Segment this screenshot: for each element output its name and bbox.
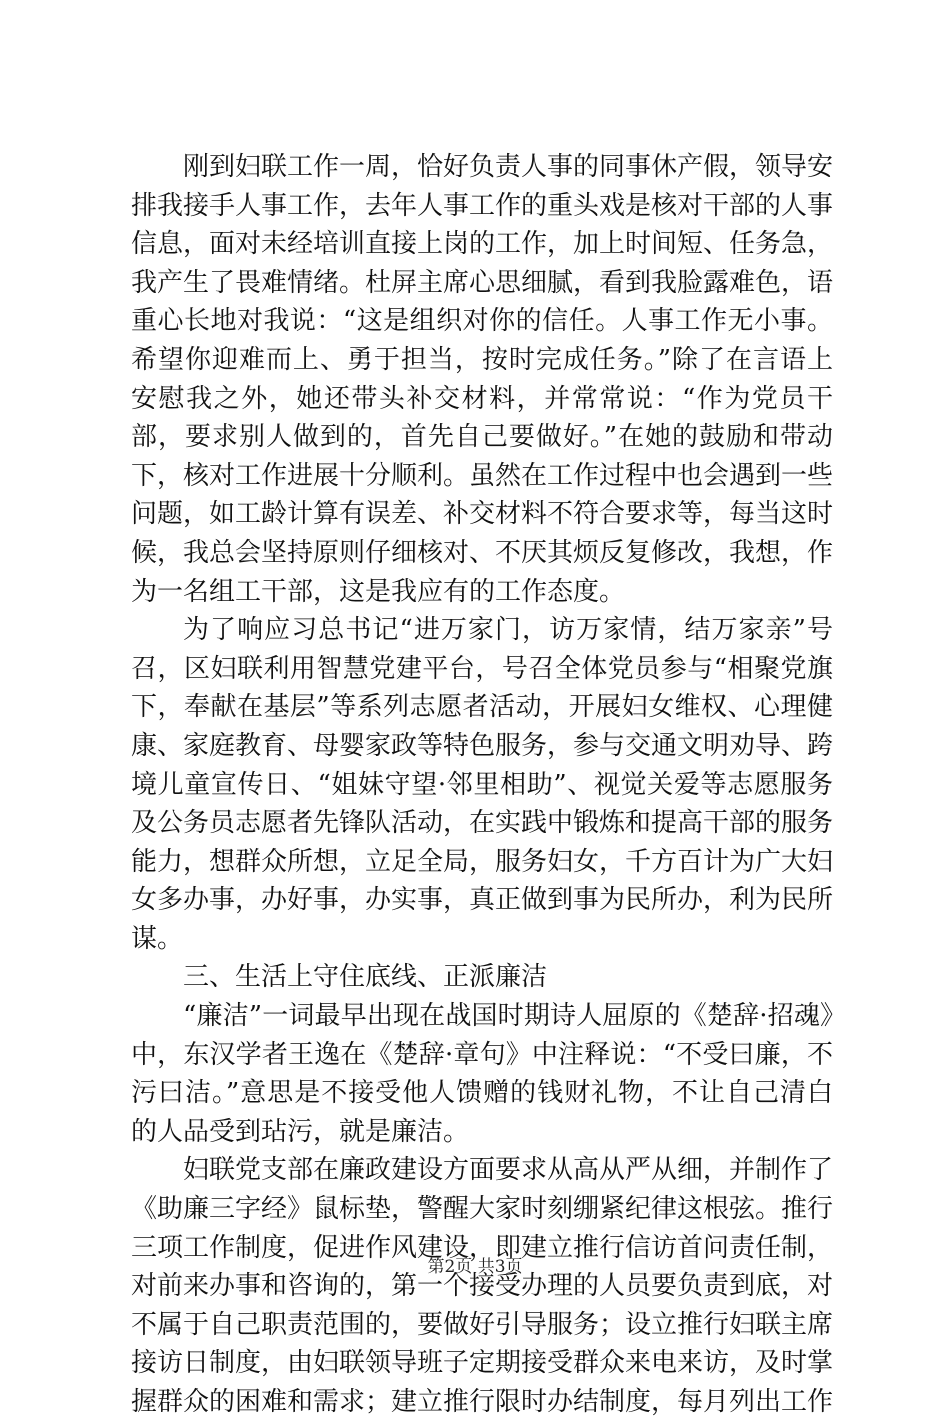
page-footer: 第2页 共3页 — [427, 1257, 523, 1277]
paragraph-personnel-work: 刚到妇联工作一周，恰好负责人事的同事休产假，领导安排我接手人事工作，去年人事工作的重头戏是核对干部的人事信息，面对未经培训直接上岗的工作，加上时间短、任务急，我产生了畏难情绪。杜屏主席心思细腻，看到我脸露难色，语重心长地对我说：“这是组织对你的信任。人事工作无小事。希望你迎难而上、勇于担当，按时完成任务。”除了在言语上安慰我之外，她还带头补交材料，并常常说：“作为党员干部，要求别人做到的，首先自己要做好。”在她的鼓励和带动下，核对工作进展十分顺利。虽然在工作过程中也会遇到一些问题，如工龄计算有误差、补交材料不符合要求等，每当这时候，我总会坚持原则仔细核对、不厌其烦反复修改，我想，作为一名组工干部，这是我应有的工作态度。 — [131, 152, 834, 607]
paragraph-party-branch-rules: 妇联党支部在廉政建设方面要求从高从严从细，并制作了《助廉三字经》鼠标垫，警醒大家时刻绷紧纪律这根弦。推行三项工作制度，促进作风建设，即建立推行信访首问责任制，对前来办事和咨询的，第一个接受办理的人员要负责到底，对不属于自己职责范围的，要做好引导服务；设立推行妇联主席接访日制度，由妇联领导班子定期接受群众来电来访，及时掌握群众的困难和需求；建立推行限时办结制度，每月列出工作 — [131, 1155, 834, 1417]
document-body — [131, 148, 833, 1422]
paragraph-volunteer-service: 为了响应习总书记“进万家门，访万家情，结万家亲”号召，区妇联利用智慧党建平台，号召全体党员参与“相聚党旗下，奉献在基层”等系列志愿者活动，开展妇女维权、心理健康、家庭教育、母婴家政等特色服务，参与交通文明劝导、跨境儿童宣传日、“姐妹守望·邻里相助”、视觉关爱等志愿服务及公务员志愿者先锋队活动，在实践中锻炼和提高干部的服务能力，想群众所想，立足全局，服务妇女，千方百计为广大妇女多办事，办好事，办实事，真正做到事为民所办，利为民所谋。 — [131, 615, 834, 954]
paragraph-lianjie-origin: “廉洁”一词最早出现在战国时期诗人屈原的《楚辞·招魂》中，东汉学者王逸在《楚辞·章句》中注释说：“不受曰廉，不污曰洁。”意思是不接受他人馈赠的钱财礼物，不让自己清白的人品受到玷污，就是廉洁。 — [131, 1001, 833, 1147]
section-heading-integrity: 三、生活上守住底线、正派廉洁 — [183, 962, 548, 993]
